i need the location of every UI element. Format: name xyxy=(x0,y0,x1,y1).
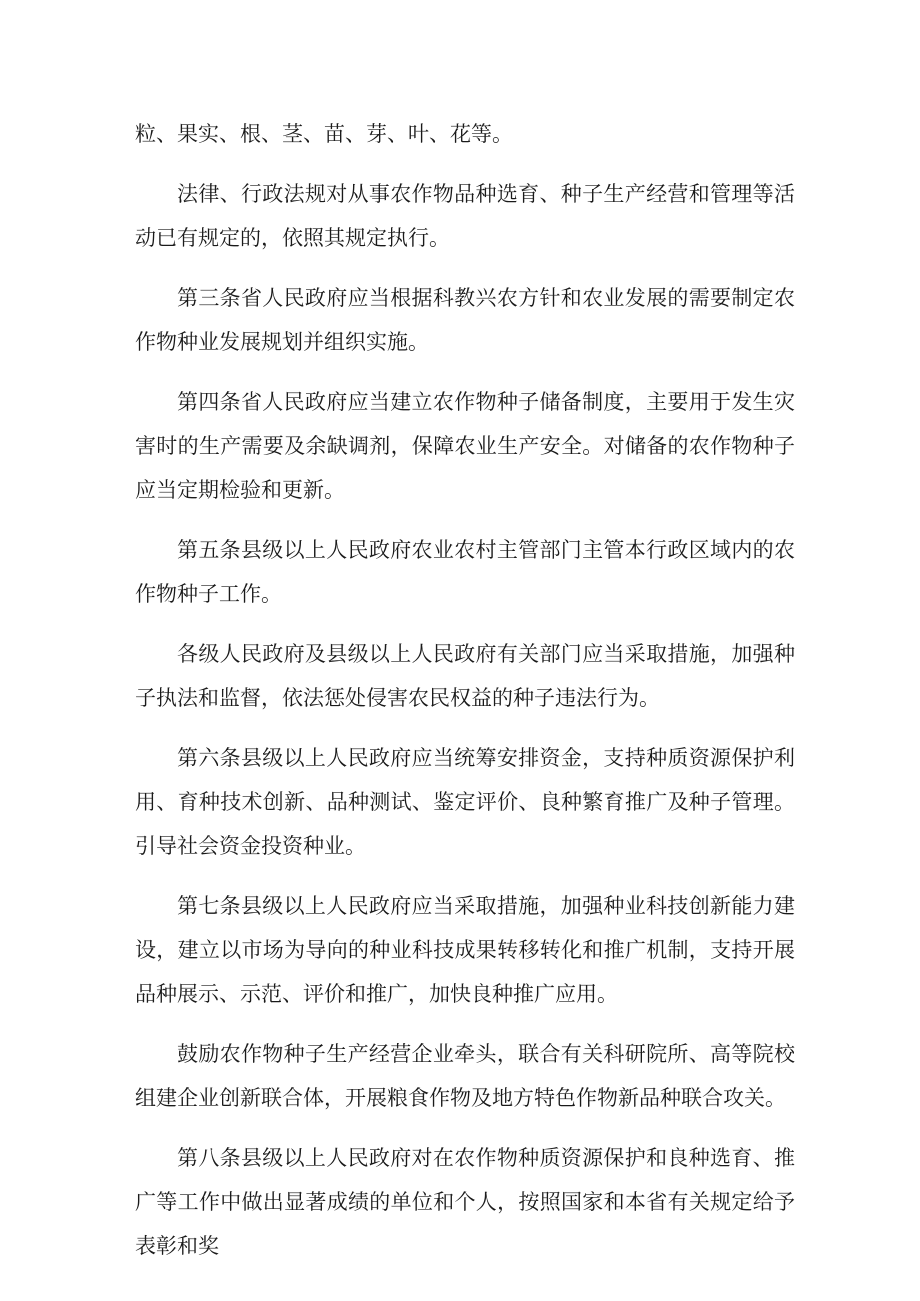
paragraph-article-7: 第七条县级以上人民政府应当采取措施，加强种业科技创新能力建设，建立以市场为导向的种业科技成果转移转化和推广机制，支持开展品种展示、示范、评价和推广，加快良种推广应用。 xyxy=(135,894,795,1006)
paragraph-article-5: 第五条县级以上人民政府农业农村主管部门主管本行政区域内的农作物种子工作。 xyxy=(135,538,795,606)
paragraph-continuation: 粒、果实、根、茎、苗、芽、叶、花等。 xyxy=(135,122,513,146)
paragraph: 鼓励农作物种子生产经营企业牵头，联合有关科研院所、高等院校组建企业创新联合体，开展粮食作物及地方特色作物新品种联合攻关。 xyxy=(135,1042,795,1110)
paragraph-article-4: 第四条省人民政府应当建立农作物种子储备制度，主要用于发生灾害时的生产需要及余缺调剂，保障农业生产安全。对储备的农作物种子应当定期检验和更新。 xyxy=(135,390,795,502)
paragraph: 各级人民政府及县级以上人民政府有关部门应当采取措施，加强种子执法和监督，依法惩处侵害农民权益的种子违法行为。 xyxy=(135,642,795,710)
paragraph-article-3: 第三条省人民政府应当根据科教兴农方针和农业发展的需要制定农作物种业发展规划并组织实施。 xyxy=(135,286,795,354)
paragraph-article-6: 第六条县级以上人民政府应当统筹安排资金，支持种质资源保护利用、育种技术创新、品种测试、鉴定评价、良种繁育推广及种子管理。引导社会资金投资种业。 xyxy=(135,746,795,858)
paragraph: 法律、行政法规对从事农作物品种选育、种子生产经营和管理等活动已有规定的，依照其规定执行。 xyxy=(135,182,795,250)
paragraph-article-8: 第八条县级以上人民政府对在农作物种质资源保护和良种选育、推广等工作中做出显著成绩的单位和个人，按照国家和本省有关规定给予表彰和奖 xyxy=(135,1146,795,1258)
document-body xyxy=(135,112,795,1268)
